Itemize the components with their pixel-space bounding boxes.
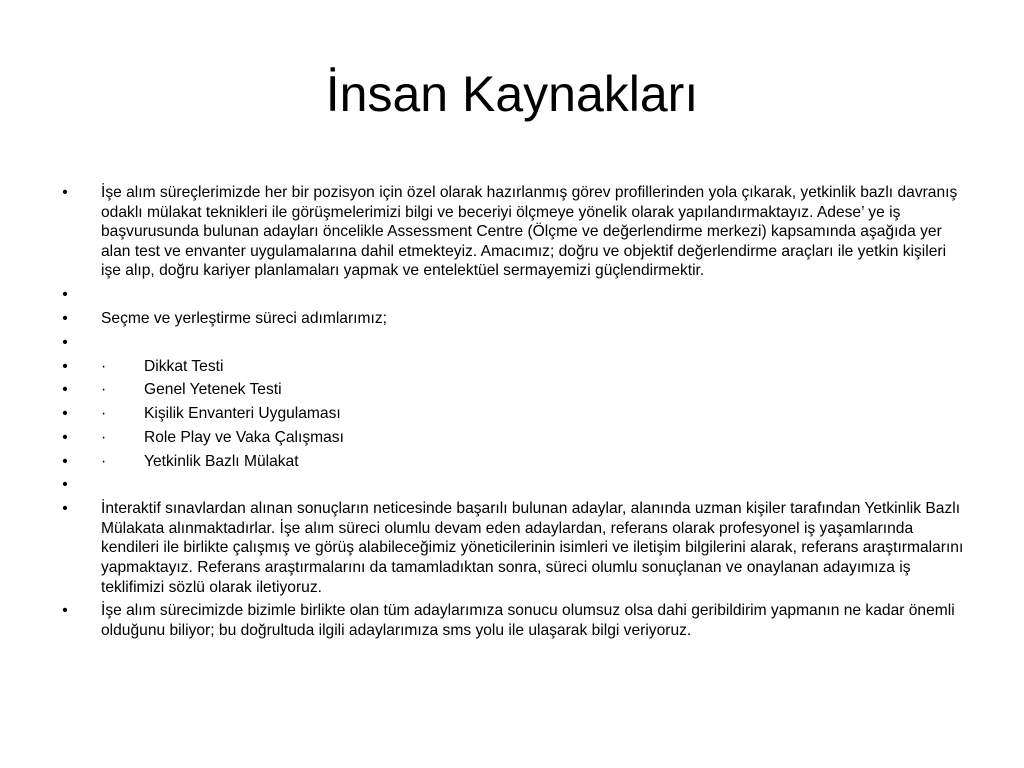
step-label: Genel Yetenek Testi — [144, 381, 282, 399]
bullet-item-empty — [58, 475, 968, 495]
middle-dot-icon: · — [101, 452, 107, 470]
bullet-icon: • — [62, 500, 68, 518]
slide-title: İnsan Kaynakları — [325, 66, 699, 122]
bullet-item-steps-heading — [58, 309, 968, 329]
step-item — [58, 452, 968, 472]
bullet-icon: • — [62, 381, 68, 399]
bullet-item-paragraph1 — [58, 183, 968, 281]
bullet-icon: • — [62, 428, 68, 446]
step-label: Dikkat Testi — [144, 357, 224, 375]
bullet-icon: • — [62, 476, 68, 494]
bullet-icon: • — [62, 286, 68, 304]
bullet-icon: • — [62, 452, 68, 470]
paragraph-text: İşe alım süreçlerimizde her bir pozisyon için özel olarak hazırlanmış görev profillerinden yola çıkarak, yetkinlik bazlı davranış odaklı mülakat teknikleri ile görüşmelerimizi bilgi ve beceriyi ölçmeye yönelik olarak yapılandırmaktayız. Adese’ ye iş başvurusunda bulunan adayları öncelikle Assessment Centre (Ölçme ve değerlendirme merkezi) kapsamında aşağıda yer alan test ve envanter uygulamalarına dahil etmekteyiz. Amacımız; doğru ve objektif değerlendirme araçları ile yetkin kişileri işe alıp, doğru kariyer planlamaları yapmak ve entelektüel sermayemizi güçlendirmektir. — [101, 184, 958, 280]
bullet-item-empty — [58, 333, 968, 353]
bullet-icon: • — [62, 309, 68, 327]
bullet-icon: • — [62, 333, 68, 351]
bullet-icon: • — [62, 602, 68, 620]
step-item — [58, 380, 968, 400]
bullet-item-empty — [58, 285, 968, 305]
step-label: Kişilik Envanteri Uygulaması — [144, 405, 341, 423]
bullet-item-paragraph2 — [58, 499, 968, 597]
bullet-icon: • — [62, 184, 68, 201]
bullet-icon: • — [62, 405, 68, 423]
step-item — [58, 404, 968, 424]
paragraph-text: İnteraktif sınavlardan alınan sonuçların neticesinde başarılı bulunan adaylar, alanında uzman kişiler tarafından Yetkinlik Bazlı Mülakata alınmaktadırlar. İşe alım süreci olumlu devam eden adaylardan, referans olarak profesyonel iş yaşamlarında kendileri ile birlikte çalışmış ve görüş alabileceğimiz yöneticilerinin isimleri ve iletişim bilgilerini alarak, referans araştırmalarını yapmaktayız. Referans araştırmalarını da tamamladıktan sonra, süreci olumlu sonuçlanan ve onaylanan adayımıza iş teklifimizi sözlü olarak iletiyoruz. — [101, 500, 964, 596]
middle-dot-icon: · — [101, 357, 107, 375]
paragraph-text: İşe alım sürecimizde bizimle birlikte olan tüm adaylarımıza sonucu olumsuz olsa dahi geribildirim yapmanın ne kadar önemli olduğunu biliyor; bu doğrultuda ilgili adaylarımıza sms yolu ile ulaşarak bilgi veriyoruz. — [101, 602, 955, 639]
steps-heading: Seçme ve yerleştirme süreci adımlarımız; — [101, 309, 387, 327]
bullet-item-paragraph3 — [58, 601, 968, 640]
step-item — [58, 357, 968, 377]
bullet-icon: • — [62, 357, 68, 375]
slide-body — [58, 183, 968, 645]
middle-dot-icon: · — [101, 381, 107, 399]
middle-dot-icon: · — [101, 428, 107, 446]
step-label: Yetkinlik Bazlı Mülakat — [144, 452, 299, 470]
step-label: Role Play ve Vaka Çalışması — [144, 428, 344, 446]
step-item — [58, 428, 968, 448]
middle-dot-icon: · — [101, 405, 107, 423]
